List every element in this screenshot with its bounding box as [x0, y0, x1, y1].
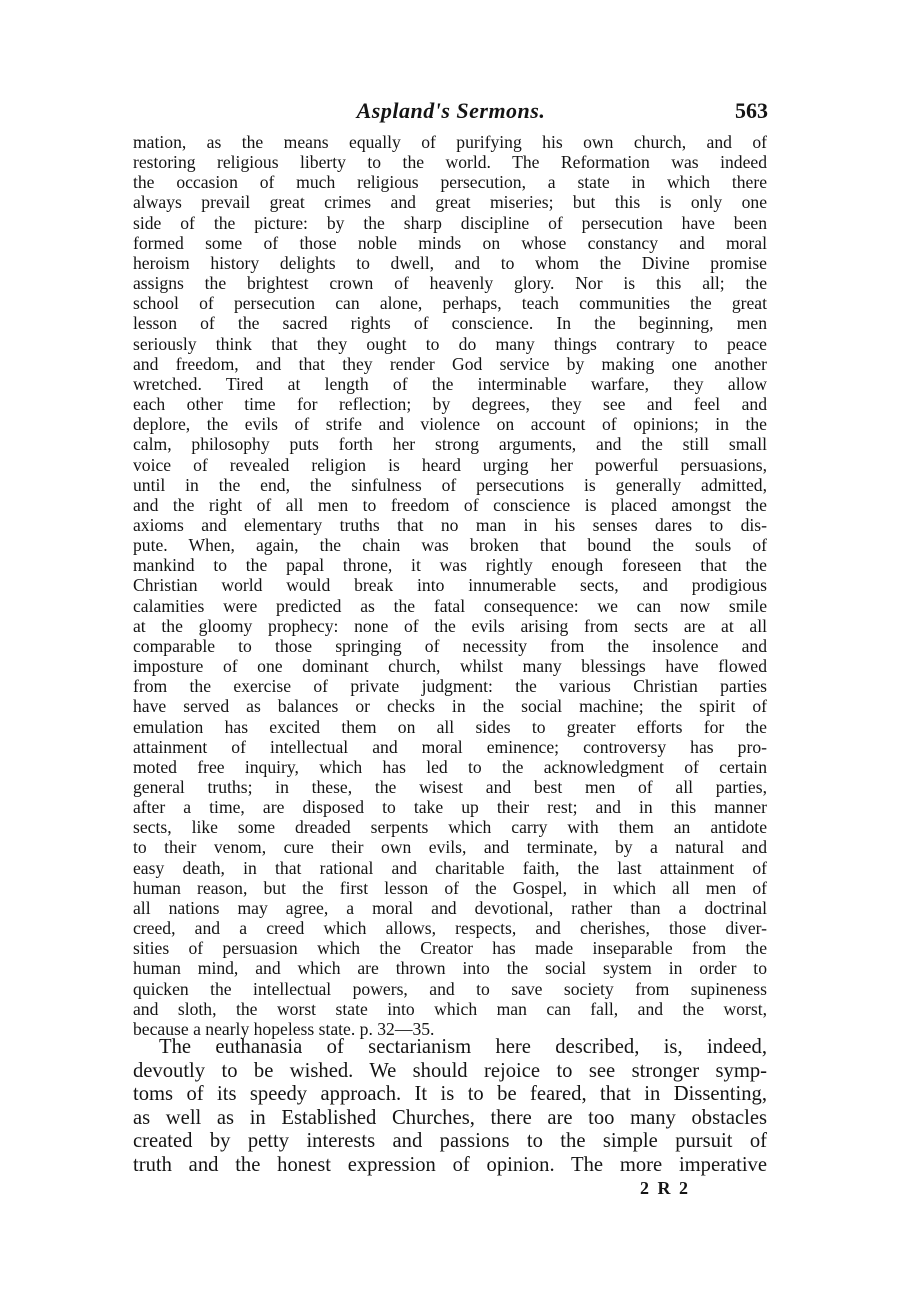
quote-line: emulation has excited them on all sides to greater efforts for the: [133, 716, 767, 737]
quote-line: school of persecution can alone, perhaps, teach communities the great: [133, 293, 767, 314]
quote-line: assigns the brightest crown of heavenly glory. Nor is this all; the: [133, 273, 767, 294]
quote-line: at the gloomy prophecy: none of the evils arising from sects are at all: [133, 615, 767, 636]
signature-mark: 2 R 2: [640, 1178, 690, 1198]
commentary-paragraph: [133, 1036, 767, 1178]
quote-line: calm, philosophy puts forth her strong arguments, and the still small: [133, 434, 767, 455]
quote-line: mation, as the means equally of purifying his own church, and of: [133, 132, 767, 152]
quote-line: because a nearly hopeless state. p. 32—35.: [133, 1018, 435, 1039]
quote-line: seriously think that they ought to do many things contrary to peace: [133, 333, 767, 354]
quote-line: heroism history delights to dwell, and to whom the Divine promise: [133, 252, 767, 273]
quote-line: easy death, in that rational and charitable faith, the last attainment of: [133, 857, 767, 878]
quote-line: voice of revealed religion is heard urging her powerful persuasions,: [133, 454, 767, 475]
quote-line: general truths; in these, the wisest and best men of all parties,: [133, 777, 767, 797]
quote-line: lesson of the sacred rights of conscience. In the beginning, men: [133, 313, 767, 334]
quote-line: restoring religious liberty to the world. The Reformation was indeed: [133, 152, 767, 173]
quote-line: each other time for reflection; by degrees, they see and feel and: [133, 394, 767, 415]
quote-line: comparable to those springing of necessity from the insolence and: [133, 635, 767, 656]
quote-line: creed, and a creed which allows, respects, and cherishes, those diver-: [133, 918, 767, 939]
quote-line: from the exercise of private judgment: the various Christian parties: [133, 676, 767, 697]
quote-line: human mind, and which are thrown into the social system in order to: [133, 958, 767, 979]
body-line: as well as in Established Churches, there are too many obstacles: [133, 1106, 767, 1129]
body-line: The euthanasia of sectarianism here described, is, indeed,: [159, 1036, 767, 1058]
quote-line: side of the picture: by the sharp discipline of persecution have been: [133, 212, 767, 233]
quote-line: sects, like some dreaded serpents which carry with them an antidote: [133, 817, 767, 838]
quote-line: moted free inquiry, which has led to the acknowledgment of certain: [133, 756, 767, 777]
quote-line: mankind to the papal throne, it was rightly enough foreseen that the: [133, 555, 767, 576]
quote-line: and freedom, and that they render God service by making one another: [133, 353, 767, 374]
quote-line: all nations may agree, a moral and devotional, rather than a doctrinal: [133, 897, 767, 918]
quote-line: formed some of those noble minds on whose constancy and moral: [133, 232, 767, 253]
quote-line: human reason, but the first lesson of the Gospel, in which all men of: [133, 877, 767, 898]
quote-line: axioms and elementary truths that no man in his senses dares to dis-: [133, 514, 767, 535]
quote-line: imposture of one dominant church, whilst many blessings have flowed: [133, 656, 767, 677]
quote-line: and sloth, the worst state into which man can fall, and the worst,: [133, 998, 767, 1019]
body-line: toms of its speedy approach. It is to be feared, that in Dissenting,: [133, 1083, 767, 1106]
quote-line: have served as balances or checks in the social machine; the spirit of: [133, 696, 767, 717]
quote-line: Christian world would break into innumerable sects, and prodigious: [133, 575, 767, 596]
quote-line: pute. When, again, the chain was broken that bound the souls of: [133, 535, 767, 556]
quoted-passage: [133, 132, 767, 1039]
quote-line: the occasion of much religious persecution, a state in which there: [133, 172, 767, 193]
quote-line: quicken the intellectual powers, and to save society from supineness: [133, 978, 767, 999]
quote-line: after a time, are disposed to take up their rest; and in this manner: [133, 797, 767, 818]
quote-line: calamities were predicted as the fatal consequence: we can now smile: [133, 595, 767, 616]
quote-line: always prevail great crimes and great miseries; but this is only one: [133, 192, 767, 213]
body-line: truth and the honest expression of opinion. The more imperative: [133, 1153, 767, 1176]
running-title: Aspland's Sermons.: [356, 98, 546, 123]
quote-line: to their venom, cure their own evils, and terminate, by a natural and: [133, 837, 767, 858]
body-line: created by petty interests and passions to the simple pursuit of: [133, 1130, 767, 1153]
quote-line: attainment of intellectual and moral eminence; controversy has pro-: [133, 736, 767, 757]
page-header: [132, 98, 770, 128]
body-line: devoutly to be wished. We should rejoice to see stronger symp-: [133, 1059, 767, 1082]
quote-line: and the right of all men to freedom of conscience is placed amongst the: [133, 494, 767, 515]
quote-line: until in the end, the sinfulness of persecutions is generally admitted,: [133, 474, 767, 495]
page-number: 563: [735, 98, 768, 123]
quote-line: deplore, the evils of strife and violence on account of opinions; in the: [133, 414, 767, 435]
quote-line: sities of persuasion which the Creator has made inseparable from the: [133, 938, 767, 959]
quote-line: wretched. Tired at length of the interminable warfare, they allow: [133, 373, 767, 394]
